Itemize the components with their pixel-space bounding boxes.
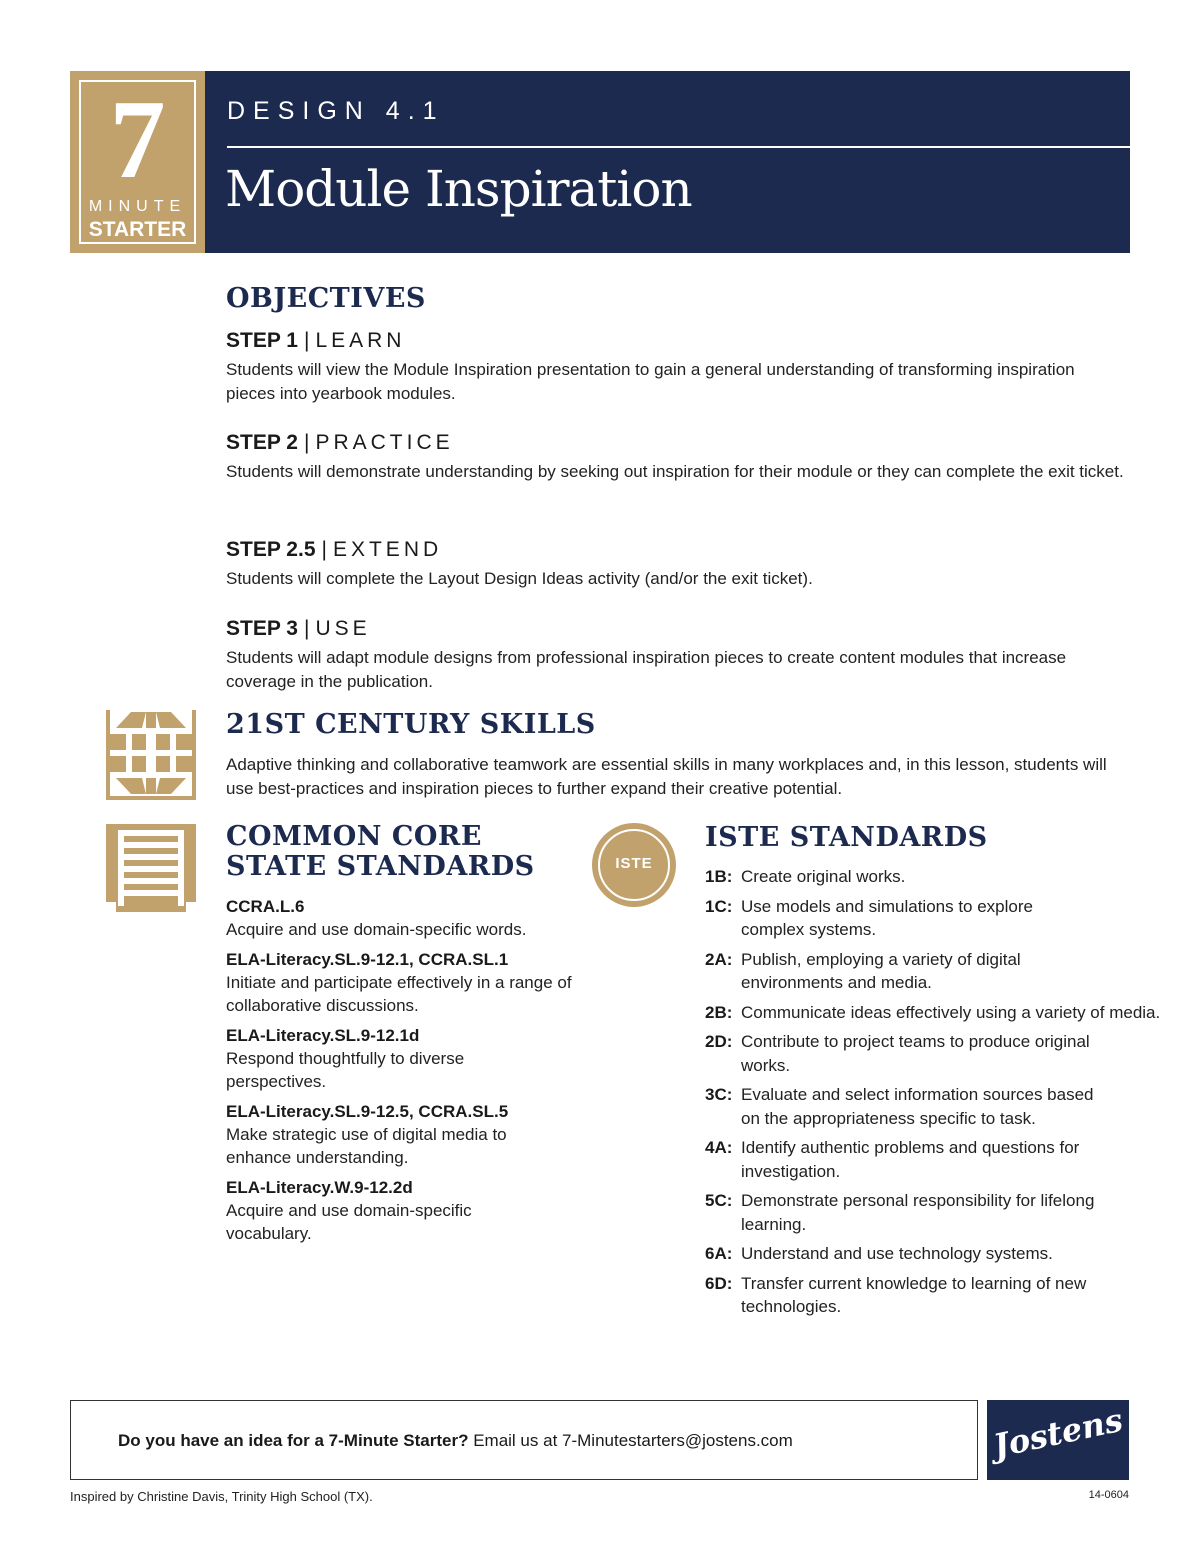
- standard-code: 1B:: [705, 867, 733, 886]
- standard-description: Transfer current knowledge to learning of new technologies.: [741, 1273, 1087, 1316]
- list-item: [705, 865, 1135, 889]
- standard-code: ELA-Literacy.W.9-12.2d: [226, 1178, 413, 1197]
- standard-description: Acquire and use domain-specific words.: [226, 920, 527, 939]
- standard-description: Demonstrate personal responsibility for lifelong learning.: [741, 1191, 1095, 1234]
- standard-description: Communicate ideas effectively using a variety of media.: [741, 1002, 1161, 1022]
- standard-description: Create original works.: [741, 867, 906, 886]
- skills-text: Adaptive thinking and collaborative teamwork are essential skills in many workplaces and, in this lesson, students will use best-practices and inspiration pieces to further expand their creative potential.: [226, 755, 1107, 798]
- jostens-logo: [987, 1400, 1129, 1480]
- logo-minute: MINUTE: [88, 198, 187, 215]
- step-description: Students will demonstrate understanding by seeking out inspiration for their module or they can complete the exit ticket.: [226, 462, 1124, 481]
- email-text[interactable]: Email us at 7-Minutestarters@jostens.com: [473, 1431, 793, 1450]
- step-1: [226, 328, 1126, 406]
- step-description: Students will adapt module designs from professional inspiration pieces to create content modules that increase coverage in the publication.: [226, 648, 1067, 691]
- standard-code: 2D:: [705, 1032, 733, 1051]
- step-word: PRACTICE: [315, 431, 454, 454]
- standard-code: 3C:: [705, 1085, 733, 1104]
- logo-starter: STARTER: [88, 218, 187, 241]
- standard-description: Make strategic use of digital media to enhance understanding.: [226, 1125, 507, 1167]
- standard-description: Initiate and participate effectively in a range of collaborative discussions.: [226, 973, 572, 1015]
- list-item: [705, 1136, 1131, 1183]
- globe-icon: [106, 710, 196, 800]
- iste-heading: ISTE STANDARDS: [705, 822, 988, 853]
- step-description: Students will view the Module Inspiration presentation to gain a general understanding of transforming inspiration pieces into yearbook modules.: [226, 360, 1075, 403]
- list-item: [705, 1030, 1111, 1077]
- step-separator: |: [303, 329, 310, 352]
- list-item: [705, 1189, 1111, 1236]
- seven-minute-starter-logo: [70, 71, 205, 253]
- standard-description: Contribute to project teams to produce original works.: [741, 1032, 1090, 1075]
- list-item: [705, 1272, 1171, 1319]
- standard-description: Acquire and use domain-specific vocabulary.: [226, 1201, 472, 1243]
- common-core-heading-line2: STATE STANDARDS: [226, 851, 535, 882]
- idea-question: Do you have an idea for a 7-Minute Starter?: [118, 1431, 469, 1450]
- step-description: Students will complete the Layout Design Ideas activity (and/or the exit ticket).: [226, 569, 813, 588]
- common-core-list: [226, 896, 596, 1253]
- standard-code: 2B:: [705, 1002, 733, 1022]
- iste-badge-label: ISTE: [615, 855, 653, 872]
- step-separator: |: [321, 538, 327, 561]
- standard-code: 4A:: [705, 1138, 733, 1157]
- standard-description: Evaluate and select information sources based on the appropriateness specific to task.: [741, 1085, 1094, 1128]
- step-separator: |: [303, 431, 310, 454]
- standard-code: 2A:: [705, 949, 733, 969]
- list-item: [705, 1083, 1111, 1130]
- list-item: [705, 895, 1071, 942]
- logo-frame: [79, 80, 196, 244]
- step-separator: |: [303, 617, 310, 640]
- standard-code: CCRA.L.6: [226, 897, 305, 916]
- standard-description: Respond thoughtfully to diverse perspectives.: [226, 1049, 465, 1091]
- step-word: LEARN: [315, 329, 406, 352]
- design-label: DESIGN 4.1: [227, 97, 445, 125]
- standard-description: Use models and simulations to explore complex systems.: [741, 896, 1033, 939]
- list-item: [705, 1242, 1161, 1266]
- standard-code: ELA-Literacy.SL.9-12.5, CCRA.SL.5: [226, 1102, 509, 1121]
- standard-code: 6D:: [705, 1273, 733, 1293]
- step-title: [226, 328, 1126, 354]
- list-item: [705, 1001, 1161, 1025]
- header-divider: [227, 146, 1130, 148]
- standard-description: Identify authentic problems and questions for investigation.: [741, 1138, 1080, 1181]
- standard-description: Understand and use technology systems.: [741, 1244, 1053, 1263]
- step-2-5: [226, 537, 1126, 591]
- step-label: STEP 2: [226, 431, 298, 454]
- common-core-heading: [226, 822, 535, 882]
- standard-code: ELA-Literacy.SL.9-12.1d: [226, 1026, 420, 1045]
- idea-callout-box: [70, 1400, 978, 1480]
- standard-code: ELA-Literacy.SL.9-12.1, CCRA.SL.1: [226, 950, 509, 969]
- step-3: [226, 616, 1126, 694]
- step-label: STEP 1: [226, 329, 298, 352]
- step-label: STEP 3: [226, 617, 298, 640]
- skills-heading: 21ST CENTURY SKILLS: [226, 709, 596, 740]
- step-word: USE: [315, 617, 371, 640]
- step-title: [226, 430, 1126, 456]
- list-item: [226, 1177, 526, 1245]
- iste-list: [705, 865, 1161, 1325]
- document-code: 14-0604: [1088, 1489, 1129, 1501]
- document-icon: [106, 824, 196, 912]
- list-item: [705, 948, 1071, 995]
- logo-number: 7: [109, 78, 166, 202]
- page-title: Module Inspiration: [225, 160, 692, 218]
- idea-callout-text: [118, 1431, 793, 1451]
- objectives-heading: OBJECTIVES: [226, 283, 426, 314]
- step-title: [226, 616, 1126, 642]
- list-item: [226, 1025, 516, 1093]
- list-item: [226, 949, 596, 1017]
- list-item: [226, 1101, 556, 1169]
- header-bar: [205, 71, 1130, 253]
- list-item: [226, 896, 596, 941]
- standard-code: 1C:: [705, 896, 733, 916]
- common-core-heading-line1: COMMON CORE: [226, 821, 482, 852]
- step-title: [226, 537, 1126, 563]
- standard-code: 5C:: [705, 1191, 733, 1210]
- standard-description: Publish, employing a variety of digital environments and media.: [741, 949, 1021, 992]
- step-label: STEP 2.5: [226, 538, 316, 561]
- standard-code: 6A:: [705, 1244, 733, 1263]
- step-2: [226, 430, 1126, 484]
- jostens-wordmark: Jostens: [990, 1400, 1126, 1466]
- iste-badge: [592, 823, 676, 907]
- step-word: EXTEND: [332, 538, 443, 561]
- credit-line: Inspired by Christine Davis, Trinity High School (TX).: [70, 1489, 373, 1504]
